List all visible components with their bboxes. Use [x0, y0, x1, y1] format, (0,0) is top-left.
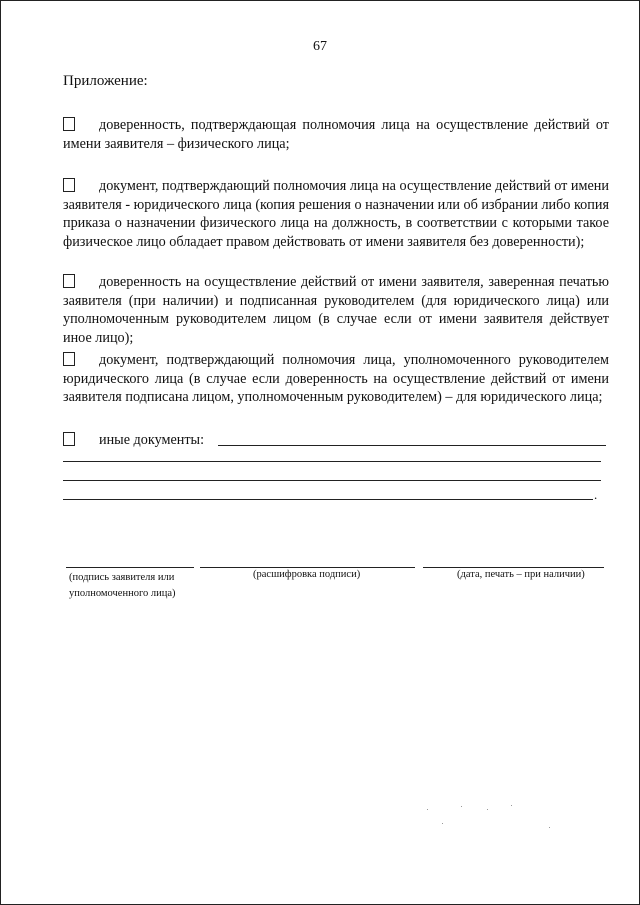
attachments-heading: Приложение: [63, 73, 148, 89]
attachment-item-authorized-person-document [63, 351, 609, 407]
checkbox[interactable] [63, 432, 75, 446]
other-documents-line[interactable] [218, 445, 606, 446]
checkbox[interactable] [63, 178, 75, 192]
attachment-item-text: доверенность, подтверждающая полномочия лица на осуществление действий от имени заявителя – физического лица; [63, 117, 609, 152]
checkbox[interactable] [63, 274, 75, 288]
attachment-item-text: документ, подтверждающий полномочия лица на осуществление действий от имени заявителя - юридического лица (копия решения о назначении или об избрании либо копия приказа о назначении физического лица на должность, в соответствии с которыми такое физическое лицо обладает правом действовать от имени заявителя без доверенности); [63, 178, 609, 250]
page-number: 67 [313, 39, 327, 54]
scan-speck [487, 809, 488, 810]
attachment-item-other-documents [63, 431, 609, 450]
checkbox[interactable] [63, 117, 75, 131]
attachment-item-text: иные документы: [99, 432, 205, 448]
scan-speck [442, 823, 443, 824]
checkbox[interactable] [63, 352, 75, 366]
other-documents-line[interactable] [63, 461, 601, 462]
attachment-item-authority-document-legal-entity [63, 177, 609, 251]
attachment-item-text: документ, подтверждающий полномочия лица, уполномоченного руководителем юридического лица (в случае если доверенность на осуществление действий от имени заявителя подписана лицом, уполномоченным руководителем) – для юридического лица; [63, 352, 609, 405]
attachment-item-power-of-attorney-individual [63, 116, 609, 153]
scan-speck [461, 806, 462, 807]
attachment-item-power-of-attorney-legal-entity [63, 273, 609, 347]
signature-decoding-caption: (расшифровка подписи) [253, 569, 361, 580]
attachment-item-text: доверенность на осуществление действий от имени заявителя, заверенная печатью заявителя (при наличии) и подписанная руководителем (для юридического лица) или уполномоченным руководителем лицом (в случае если от имени заявителя действует иное лицо); [63, 274, 609, 346]
scan-speck [549, 827, 550, 828]
other-documents-line[interactable] [63, 499, 593, 500]
scan-speck [427, 809, 428, 810]
applicant-signature-caption: (подпись заявителя или уполномоченного лица) [69, 572, 176, 599]
other-documents-line[interactable] [63, 480, 601, 481]
scan-speck [511, 805, 512, 806]
other-documents-period: . [594, 487, 598, 502]
applicant-signature-line[interactable] [66, 567, 194, 568]
date-stamp-caption: (дата, печать – при наличии) [457, 569, 585, 580]
